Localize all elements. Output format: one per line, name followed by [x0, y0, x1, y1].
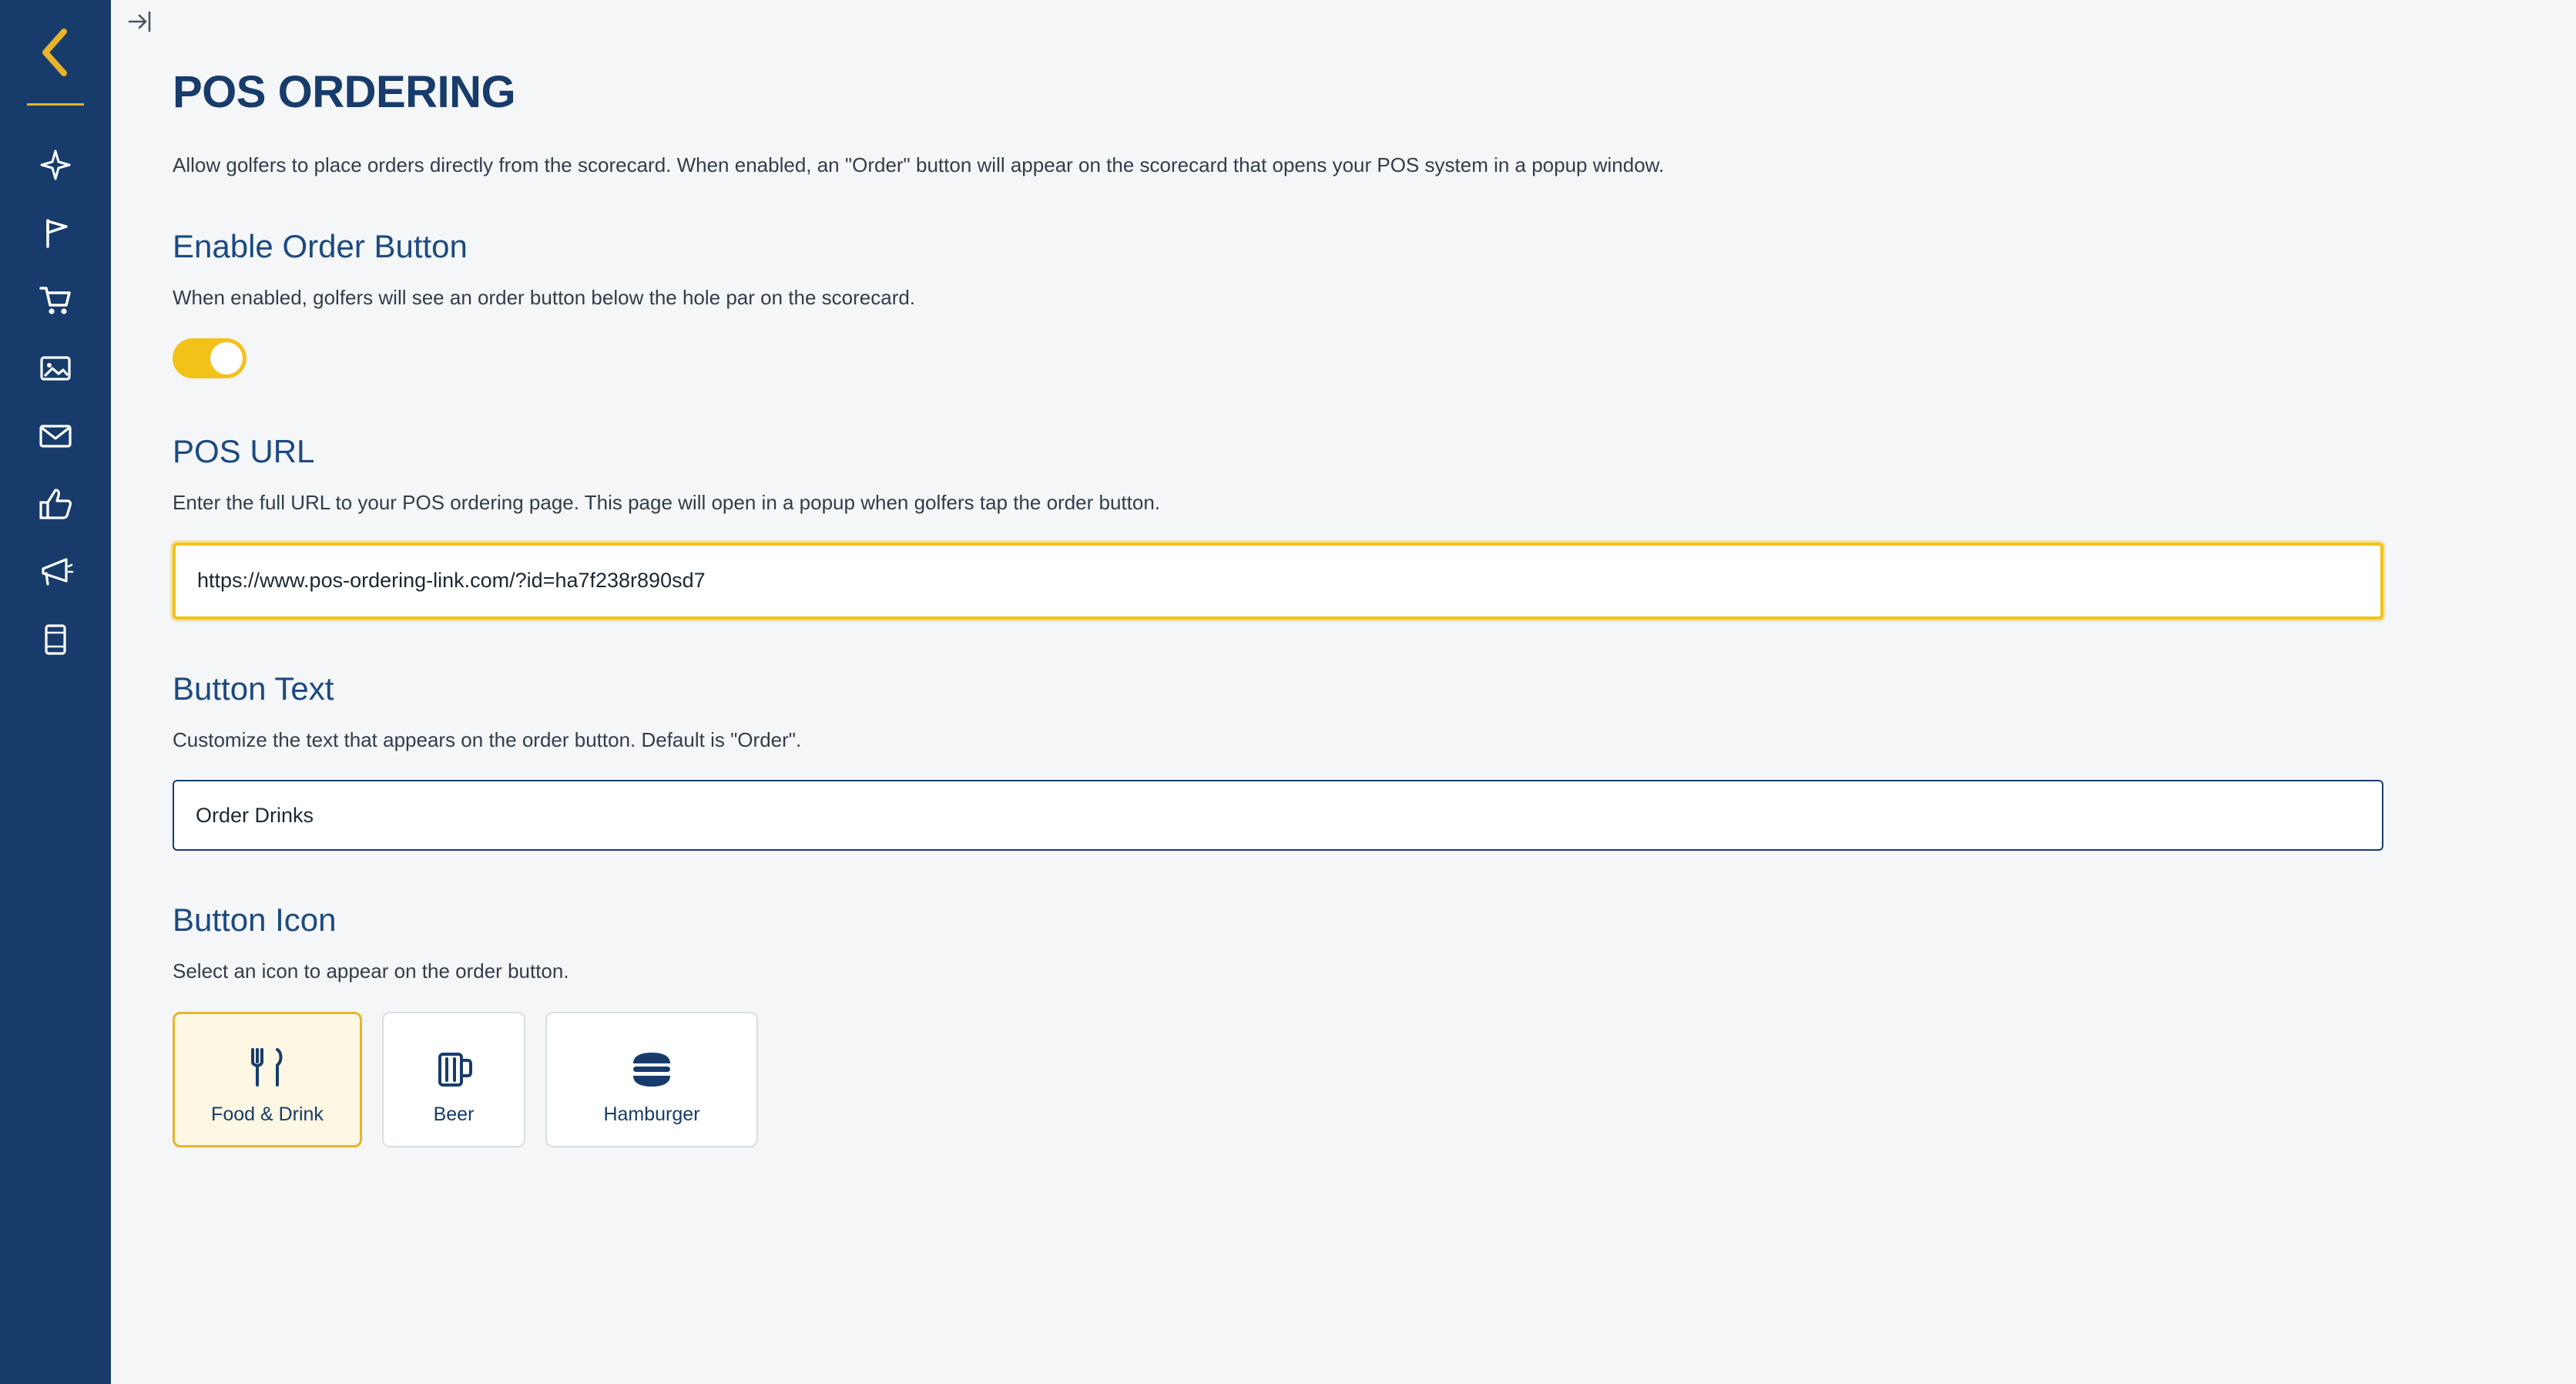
sidebar-item-course[interactable] [30, 207, 81, 258]
sidebar-back-button[interactable] [31, 29, 80, 79]
shopping-cart-icon [37, 282, 74, 319]
button-text-description: Customize the text that appears on the order button. Default is "Order". [173, 727, 802, 751]
section-button-text [173, 670, 2576, 851]
sidebar-item-pro-shop[interactable] [30, 275, 81, 326]
icon-option-beer[interactable] [382, 1012, 525, 1147]
thumbs-up-icon [37, 485, 74, 522]
icon-option-label: Food & Drink [211, 1104, 324, 1126]
section-pos-url [173, 433, 2576, 620]
sidebar [0, 0, 111, 1384]
sidebar-item-engagement[interactable] [30, 479, 81, 529]
toggle-knob [210, 342, 243, 375]
sidebar-item-marketing[interactable] [30, 546, 81, 597]
section-enable-order-button [173, 228, 2576, 381]
pos-url-title: POS URL [173, 432, 315, 469]
page-description: Allow golfers to place orders directly from the scorecard. When enabled, an "Order" button will appear on the scorecard that opens your POS system in a popup window. [173, 153, 1665, 176]
image-icon [37, 350, 74, 387]
button-icon-options [173, 1012, 2576, 1147]
mobile-preview-icon [37, 621, 74, 658]
pos-url-input[interactable] [173, 543, 2383, 620]
section-button-icon [173, 902, 2576, 1147]
chevron-left-icon [38, 27, 73, 82]
enable-order-description: When enabled, golfers will see an order button below the hole par on the scorecard. [173, 286, 916, 310]
sidebar-item-media[interactable] [30, 343, 81, 394]
fork-knife-icon [245, 1033, 290, 1090]
collapse-panel-icon [125, 6, 156, 41]
enable-order-toggle[interactable] [173, 338, 247, 378]
icon-option-hamburger[interactable] [545, 1012, 758, 1147]
icon-option-food-and-drink[interactable] [173, 1012, 362, 1147]
sidebar-item-ai-features[interactable] [30, 139, 81, 190]
sidebar-item-preview[interactable] [30, 614, 81, 665]
sidebar-divider [27, 103, 84, 106]
pos-url-description: Enter the full URL to your POS ordering page. This page will open in a popup when golfers tap the order button. [173, 490, 1161, 514]
collapse-sidebar-button[interactable] [122, 5, 159, 42]
button-text-title: Button Text [173, 670, 334, 707]
button-icon-description: Select an icon to appear on the order button. [173, 959, 569, 983]
enable-order-title: Enable Order Button [173, 228, 468, 265]
envelope-icon [37, 418, 74, 455]
beer-mug-icon [434, 1033, 474, 1090]
page-title: POS ORDERING [173, 67, 516, 117]
icon-option-label: Hamburger [603, 1104, 700, 1126]
main-panel [111, 0, 2576, 1384]
button-icon-title: Button Icon [173, 902, 337, 939]
sidebar-item-messages[interactable] [30, 411, 81, 462]
hamburger-icon [629, 1033, 675, 1090]
icon-option-label: Beer [433, 1104, 475, 1126]
button-text-input[interactable] [173, 780, 2383, 851]
golf-flag-icon [37, 214, 74, 251]
settings-content [111, 0, 2576, 1147]
sparkle-icon [37, 146, 74, 183]
megaphone-icon [37, 553, 74, 590]
